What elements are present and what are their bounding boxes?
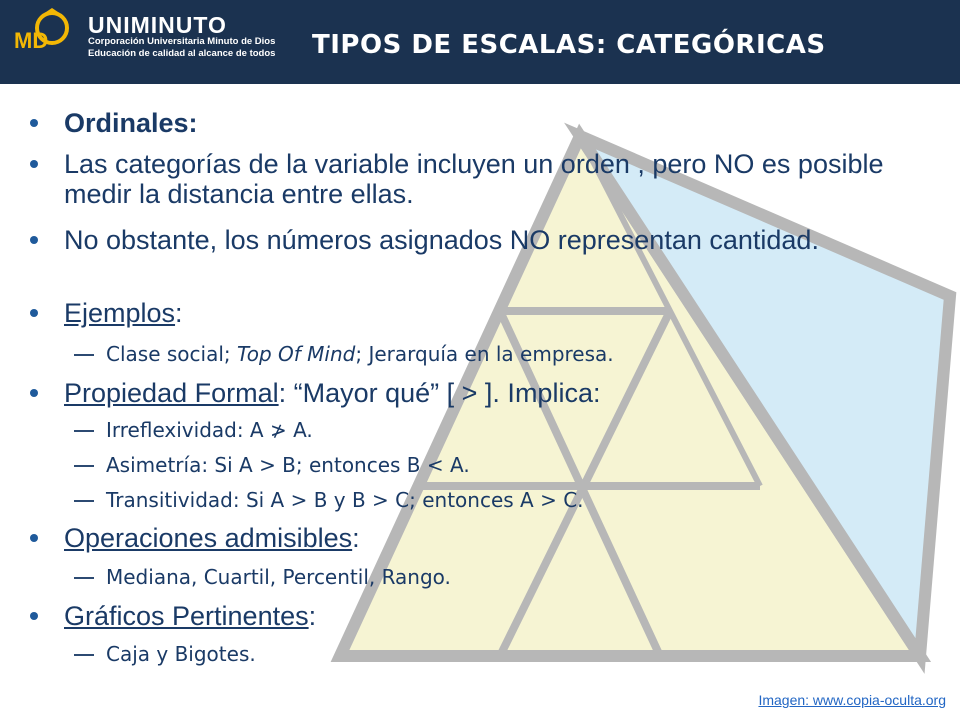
graficos-line <box>64 601 944 631</box>
propiedad-item-asimetria: Asimetría: Si A > B; entonces B < A. <box>106 453 470 477</box>
dash-marker <box>74 577 94 579</box>
ejemplos-suffix: : <box>175 298 183 328</box>
operaciones-detail: Mediana, Cuartil, Percentil, Rango. <box>106 565 451 589</box>
operaciones-suffix: : <box>352 523 360 553</box>
brand-tagline-2: Educación de calidad al alcance de todos <box>88 48 276 59</box>
bullet <box>30 160 38 168</box>
ejemplos-line <box>64 298 944 328</box>
heading-ordinales: Ordinales: <box>64 108 198 138</box>
dash-marker <box>74 465 94 467</box>
propiedad-suffix: : “Mayor qué” [ > ]. Implica: <box>278 378 601 408</box>
ejemplos-text-italic: Top Of Mind <box>236 342 356 366</box>
bullet <box>30 534 38 542</box>
propiedad-item-irreflexividad: Irreflexividad: A ≯ A. <box>106 418 313 442</box>
dash-marker <box>74 354 94 356</box>
ejemplos-link[interactable]: Ejemplos <box>64 298 176 328</box>
operaciones-line <box>64 523 944 553</box>
bullet <box>30 119 38 127</box>
image-credit-link[interactable]: Imagen: www.copia-oculta.org <box>758 692 946 708</box>
ejemplos-text-c: ; Jerarquía en la empresa. <box>355 342 614 366</box>
bullet <box>30 309 38 317</box>
propiedad-item-transitividad: Transitividad: Si A > B y B > C; entonces A > C. <box>106 488 584 512</box>
operaciones-link[interactable]: Operaciones admisibles <box>64 523 353 553</box>
md-logo-text: MD <box>14 28 49 53</box>
ejemplos-text-a: Clase social; <box>106 342 237 366</box>
graficos-detail: Caja y Bigotes. <box>106 642 256 666</box>
ejemplos-detail <box>106 342 946 366</box>
propiedad-link[interactable]: Propiedad Formal <box>64 378 279 408</box>
propiedad-line <box>64 378 944 408</box>
graficos-suffix: : <box>308 601 317 631</box>
bullet <box>30 389 38 397</box>
paragraph-orden: Las categorías de la variable incluyen un orden , pero NO es posible medir la distancia entre ellas. <box>64 149 884 209</box>
brand-name: UNIMINUTO <box>88 12 227 38</box>
graficos-link[interactable]: Gráficos Pertinentes <box>64 601 309 631</box>
brand-tagline-1: Corporación Universitaria Minuto de Dios <box>88 36 276 47</box>
bullet <box>30 612 38 620</box>
page-title: TIPOS DE ESCALAS: CATEGÓRICAS <box>312 30 826 60</box>
bullet <box>30 236 38 244</box>
paragraph-cantidad: No obstante, los números asignados NO representan cantidad. <box>64 225 819 255</box>
dash-marker <box>74 654 94 656</box>
dash-marker <box>74 430 94 432</box>
dash-marker <box>74 500 94 502</box>
